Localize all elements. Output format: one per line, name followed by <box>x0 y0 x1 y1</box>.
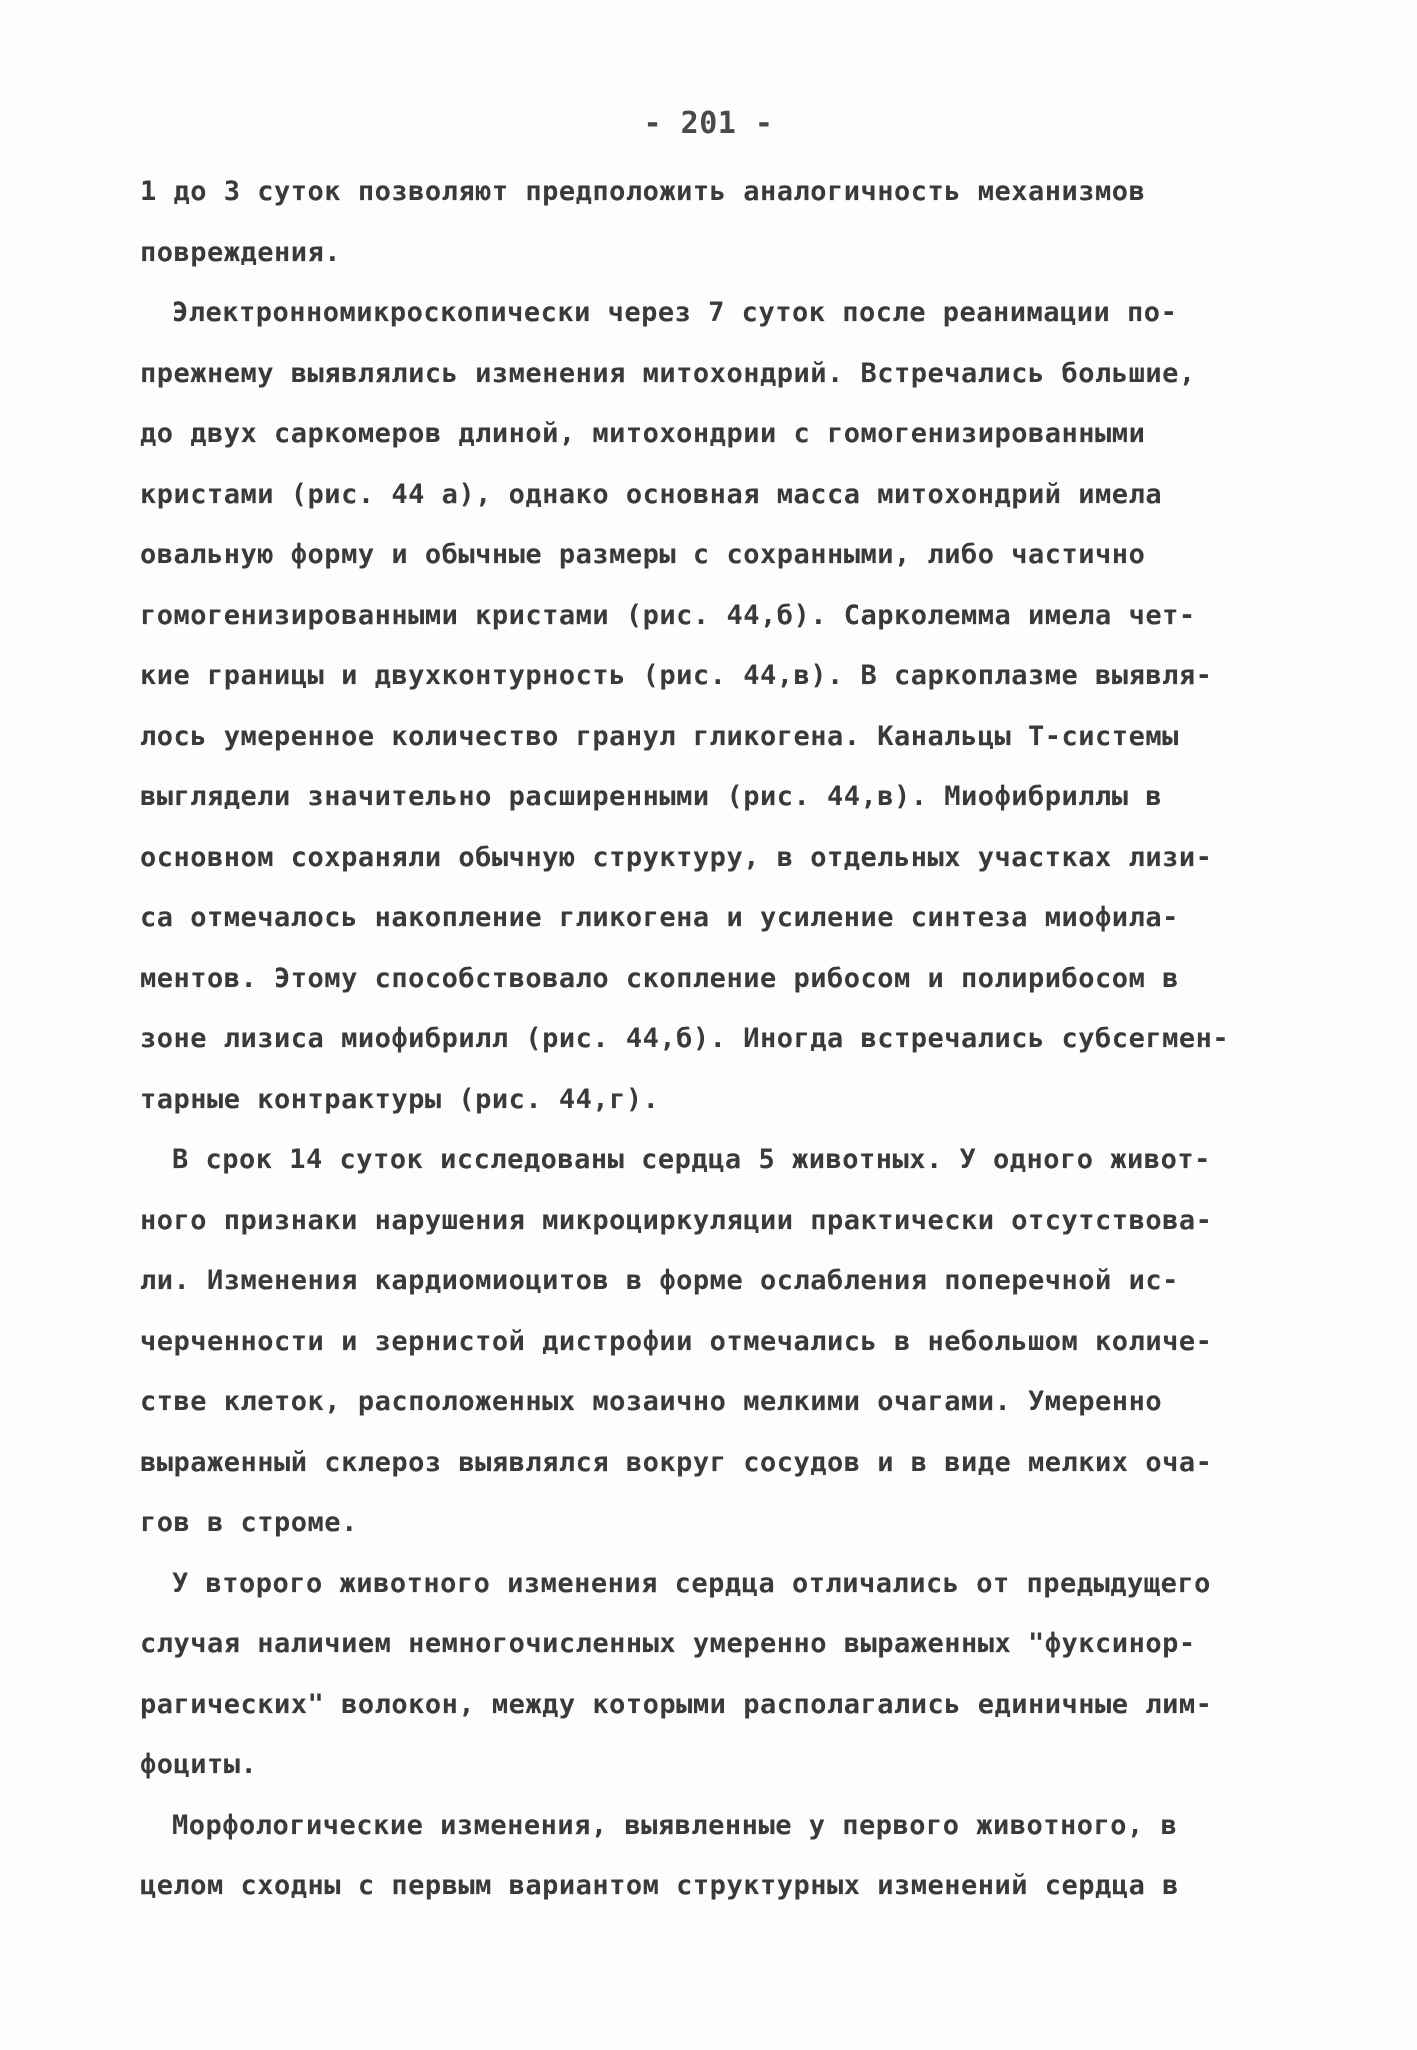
text-line: ментов. Этому способствовало скопление рибосом и полирибосом в <box>140 962 1179 994</box>
text-line: черченности и зернистой дистрофии отмечались в небольшом количе- <box>140 1325 1213 1357</box>
text-line: 1 до 3 суток позволяют предположить аналогичность механизмов <box>140 176 1146 207</box>
text-line: Электронномикроскопически через 7 суток после реанимации по- <box>172 297 1178 328</box>
text-line: Морфологические изменения, выявленные у первого животного, в <box>172 1809 1178 1841</box>
text-line: прежнему выявлялись изменения митохондрий. Встречались большие, <box>140 357 1196 389</box>
text-line: са отмечалось накопление гликогена и усиление синтеза миофила- <box>140 902 1179 933</box>
text-line: выраженный склероз выявлялся вокруг сосудов и в виде мелких оча- <box>140 1446 1213 1478</box>
text-line: основном сохраняли обычную структуру, в отдельных участках лизи- <box>140 841 1213 873</box>
text-line: до двух саркомеров длиной, митохондрии с гомогенизированными <box>140 418 1146 449</box>
text-line: целом сходны с первым вариантом структурных изменений сердца в <box>140 1870 1179 1901</box>
text-line: ного признаки нарушения микроциркуляции практически отсутствова- <box>140 1204 1213 1236</box>
text-line: овальную форму и обычные размеры с сохранными, либо частично <box>140 539 1146 570</box>
text-line: лось умеренное количество гранул гликогена. Канальцы Т-системы <box>140 720 1179 752</box>
page-number: - 201 - <box>643 106 774 141</box>
text-line: рагических" волокон, между которыми располагались единичные лим- <box>140 1688 1213 1720</box>
text-line: В срок 14 суток исследованы сердца 5 животных. У одного живот- <box>172 1144 1211 1175</box>
text-line: зоне лизиса миофибрилл (рис. 44,б). Иногда встречались субсегмен- <box>140 1023 1230 1054</box>
text-line: ли. Изменения кардиомиоцитов в форме ослабления поперечной ис- <box>140 1265 1179 1296</box>
text-line: стве клеток, расположенных мозаично мелкими очагами. Умеренно <box>140 1386 1163 1417</box>
text-line: повреждения. <box>140 236 342 268</box>
body-text <box>140 162 1290 1917</box>
text-line: фоциты. <box>140 1749 258 1780</box>
text-line: тарные контрактуры (рис. 44,г). <box>140 1083 660 1115</box>
text-line: гов в строме. <box>140 1507 358 1538</box>
text-line: кристами (рис. 44 а), однако основная масса митохондрий имела <box>140 478 1163 510</box>
text-line: гомогенизированными кристами (рис. 44,б). Сарколемма имела чет- <box>140 599 1196 631</box>
text-line: выглядели значительно расширенными (рис. 44,в). Миофибриллы в <box>140 781 1163 812</box>
text-line: кие границы и двухконтурность (рис. 44,в). В саркоплазме выявля- <box>140 660 1213 691</box>
text-line: случая наличием немногочисленных умеренно выраженных "фуксинор- <box>140 1628 1196 1659</box>
text-line: У второго животного изменения сердца отличались от предыдущего <box>172 1567 1211 1599</box>
